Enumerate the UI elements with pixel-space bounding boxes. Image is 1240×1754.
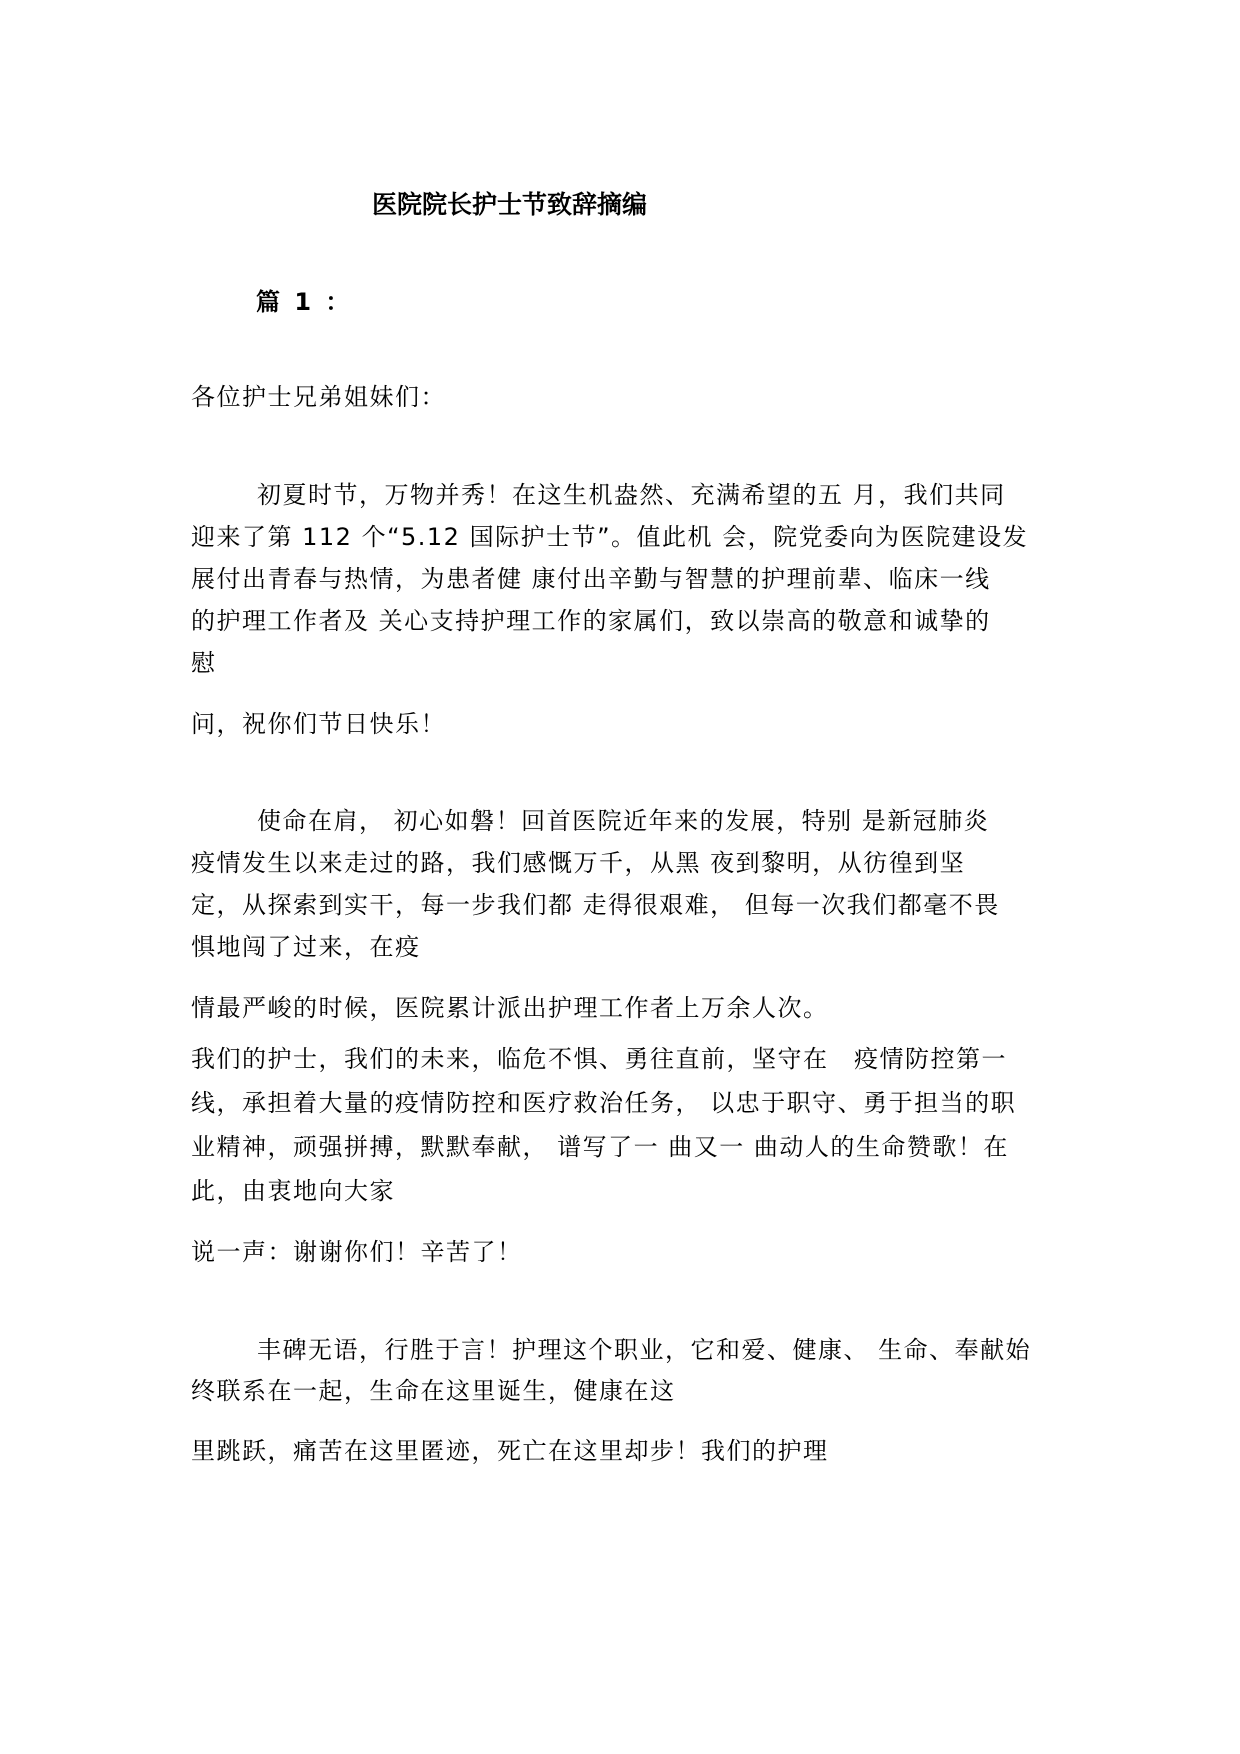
paragraph-line: 展付出青春与热情，为患者健 康付出辛勤与智慧的护理前辈、临床一线 [191,565,991,593]
document-title: 医院院长护士节致辞摘编 [372,190,648,219]
paragraph-line: 终联系在一起，生命在这里诞生，健康在这 [191,1377,676,1405]
paragraph-line: 迎来了第 112 个“5.12 国际护士节”。值此机 会，院党委向为医院建设发 [191,523,1029,551]
paragraph-line: 此，由衷地向大家 [191,1177,395,1205]
paragraph-line: 问，祝你们节日快乐！ [191,710,446,738]
paragraph-line: 慰 [191,649,217,677]
paragraph-line: 惧地闯了过来，在疫 [191,933,421,961]
paragraph-line: 使命在肩， 初心如磐！回首医院近年来的发展，特别 是新冠肺炎 [257,807,990,835]
paragraph-line: 我们的护士，我们的未来，临危不惧、勇往直前，坚守在 疫情防控第一 [191,1045,1007,1073]
paragraph-line: 情最严峻的时候，医院累计派出护理工作者上万余人次。 [191,994,829,1022]
paragraph-line: 线，承担着大量的疫情防控和医疗救治任务， 以忠于职守、勇于担当的职 [191,1089,1017,1117]
paragraph-line: 丰碑无语，行胜于言！护理这个职业，它和爱、健康、 生命、奉献始 [257,1336,1032,1364]
paragraph-line: 定，从探索到实干，每一步我们都 走得很艰难， 但每一次我们都毫不畏 [191,891,1000,919]
paragraph-line: 的护理工作者及 关心支持护理工作的家属们，致以崇高的敬意和诚挚的 [191,607,991,635]
paragraph-line: 说一声：谢谢你们！辛苦了！ [191,1238,523,1266]
salutation: 各位护士兄弟姐妹们： [191,383,446,411]
paragraph-line: 里跳跃，痛苦在这里匿迹，死亡在这里却步！我们的护理 [191,1437,829,1465]
paragraph-line: 业精神，顽强拼搏，默默奉献， 谱写了一 曲又一 曲动人的生命赞歌！在 [191,1133,1009,1161]
paragraph-line: 初夏时节，万物并秀！在这生机盎然、充满希望的五 月，我们共同 [257,481,1006,509]
chapter-heading: 篇 1 ： [256,288,353,316]
paragraph-line: 疫情发生以来走过的路，我们感慨万千，从黑 夜到黎明，从彷徨到坚 [191,849,966,877]
